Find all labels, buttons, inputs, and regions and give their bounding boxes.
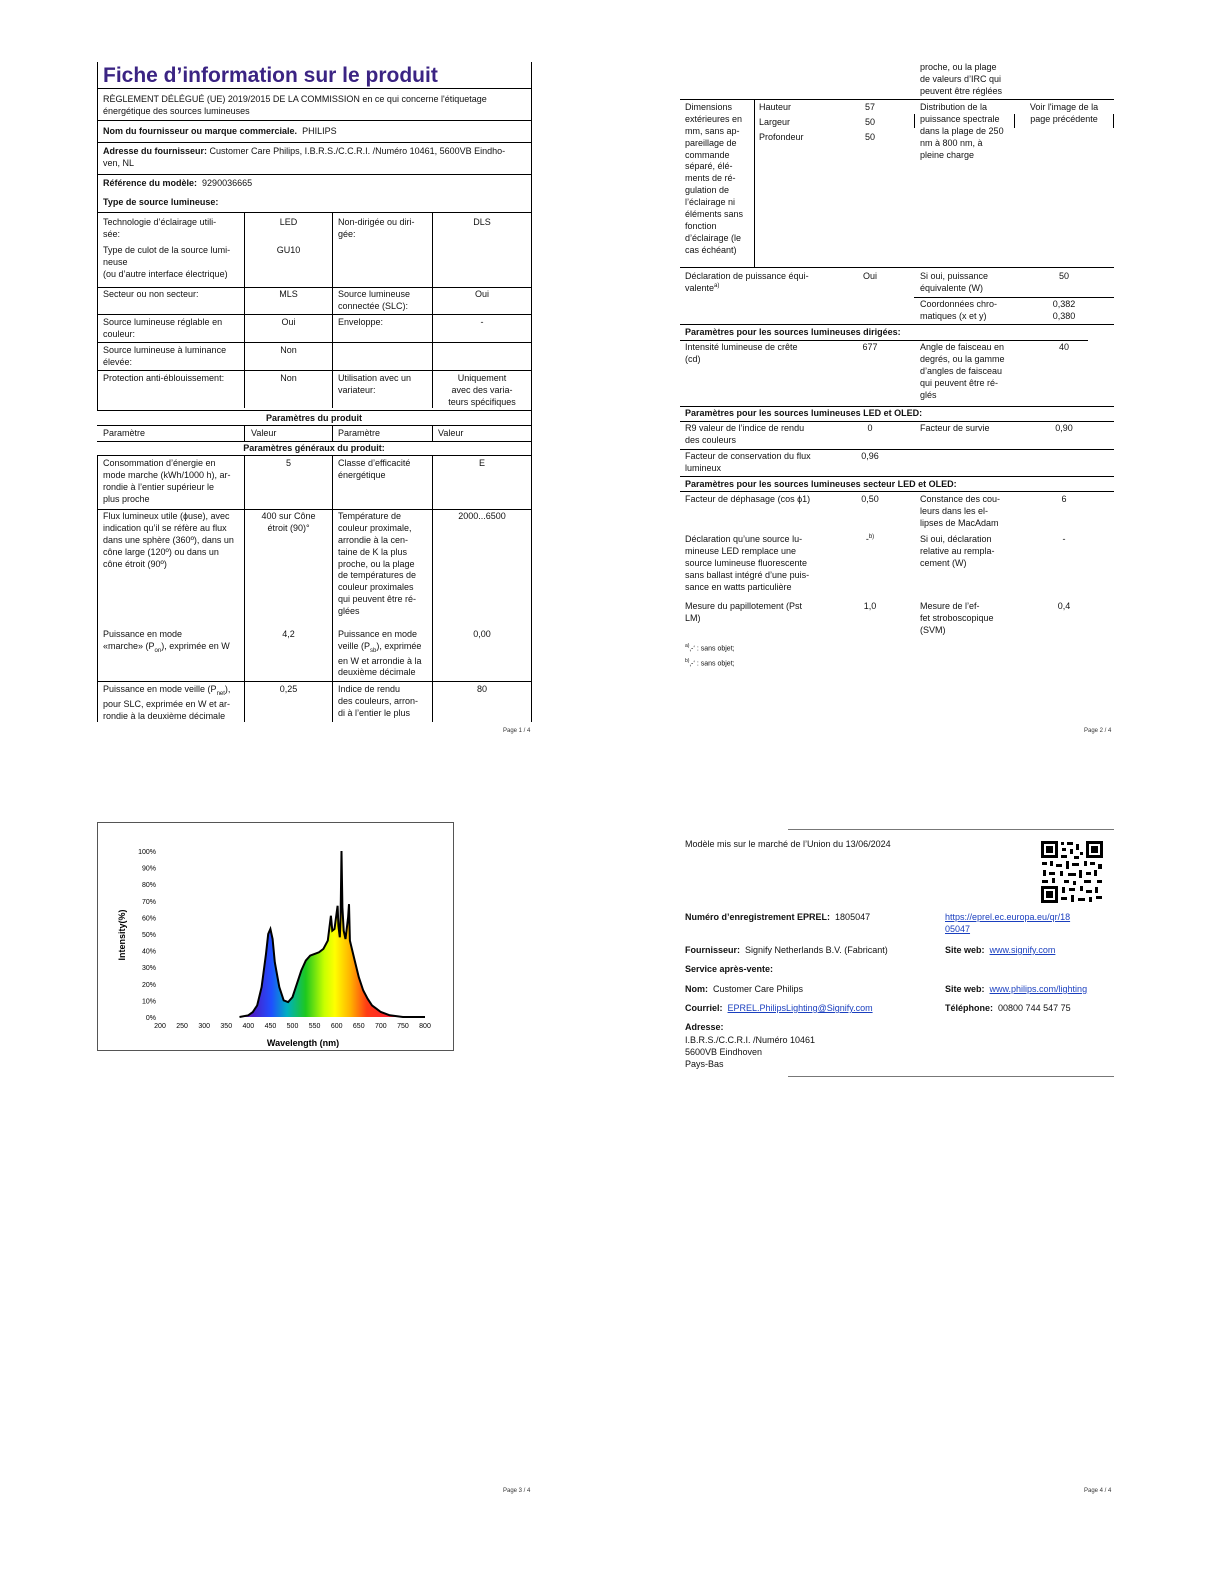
email-label: Courriel: xyxy=(685,1003,723,1013)
spectrum-chart-svg xyxy=(98,823,453,1050)
glare-label: Protection anti-éblouissement: xyxy=(103,373,225,383)
email-link[interactable]: EPREL.PhilipsLighting@Signify.com xyxy=(727,1003,873,1013)
led-heading: Paramètres pour les sources lumineuses LED et OLED: xyxy=(685,408,923,418)
eprel-value: 1805047 xyxy=(835,912,871,922)
website-label: Site web: xyxy=(945,945,985,955)
efficiency-class-label: Classe d’efficacité énergétique xyxy=(338,458,411,480)
footnote-b: $^{b)}$‚-‘ : sans objet; xyxy=(685,658,735,668)
y-tick-label: 100% xyxy=(138,849,156,856)
equiv-label: Déclaration de puissance équi- valente$^{a)}$ xyxy=(685,271,809,293)
efficiency-class-value: E xyxy=(478,458,485,468)
phone-value: 00800 744 547 75 xyxy=(998,1003,1071,1013)
flicker-label: Mesure du papillotement (Pst LM) xyxy=(685,601,803,623)
qr-code-icon[interactable] xyxy=(1040,840,1104,904)
beam-angle-value: 40 xyxy=(1058,342,1069,352)
directional-heading: Paramètres pour les sources lumineuses dirigées: xyxy=(685,327,901,337)
phone-row xyxy=(945,1003,1071,1015)
page-4-number: Page 4 / 4 xyxy=(1084,1488,1112,1494)
address-row xyxy=(103,146,523,170)
name-label: Nom: xyxy=(685,984,708,994)
regulation-text: RÈGLEMENT DÉLÉGUÉ (UE) 2019/2015 DE LA COMMISSION en ce qui concerne l'étiquetage énergétique des sources lumineuses xyxy=(103,94,487,116)
power-factor-value: 0,50 xyxy=(861,494,879,504)
width-label: Largeur xyxy=(759,117,791,127)
x-axis-label: Wavelength (nm) xyxy=(266,1038,340,1048)
y-axis-label: Intensity(%) xyxy=(117,909,127,961)
email-row xyxy=(685,1003,873,1015)
replace-power-label: Si oui, déclaration relative au rempla- cement (W) xyxy=(920,534,995,568)
stroboscopic-label: Mesure de l’ef- fet stroboscopique (SVM) xyxy=(920,601,994,635)
energy-value: 5 xyxy=(285,458,291,468)
high-luminance-value: Non xyxy=(280,345,297,355)
power-factor-label: Facteur de déphasage (cos ϕ1) xyxy=(685,494,811,504)
net-standby-value: 0,25 xyxy=(279,684,298,694)
eprel-link[interactable]: https://eprel.ec.europa.eu/qr/18 05047 xyxy=(945,912,1071,934)
product-params-heading: Paramètres du produit xyxy=(265,413,363,423)
macadam-value: 6 xyxy=(1061,494,1067,504)
r9-value: 0 xyxy=(867,423,873,433)
standby-value: 0,00 xyxy=(473,629,491,639)
name-row xyxy=(685,984,803,996)
x-tick-label: 350 xyxy=(220,1023,233,1030)
beam-angle-label: Angle de faisceau en degrés, ou la gamme d’angles de faisceau qui peuvent être ré- glés xyxy=(920,342,1005,400)
equiv-value: Oui xyxy=(862,271,877,281)
x-tick-label: 300 xyxy=(198,1023,211,1030)
page-number: Page 2 / 4 xyxy=(1084,728,1112,734)
tech-value: LED xyxy=(279,217,298,227)
dimensions-label: Dimensions extérieures en mm, sans ap- pareillage de commande séparé, élé- ments de ré- gulation de l’éclairage ni éléments sans fonction d’éclairage (le cas échéant) xyxy=(685,102,744,255)
y-tick-label: 50% xyxy=(141,932,156,939)
equiv-power-value: 50 xyxy=(1058,271,1069,281)
supplier-row xyxy=(685,945,888,957)
replace-label: Déclaration qu’une source lu- mineuse LED remplace une source lumineuse fluorescente sans ballast intégré d’une puis- sance en watts particulière xyxy=(685,534,810,592)
height-label: Hauteur xyxy=(759,102,792,112)
cct-value: 2000...6500 xyxy=(458,511,506,521)
page-number: Page 1 / 4 xyxy=(503,728,531,734)
standby-label: Puissance en mode veille $(P_{sb})$, exprimée en W et arrondie à la deuxième décimale xyxy=(338,629,422,678)
x-tick-label: 750 xyxy=(397,1023,409,1030)
peak-intensity-value: 677 xyxy=(862,342,878,352)
cap-value: GU10 xyxy=(276,245,301,255)
cri-label: Indice de rendu des couleurs, arron- di à l’entier le plus xyxy=(338,684,419,718)
dimmer-label: Utilisation avec un variateur: xyxy=(338,373,412,395)
x-tick-label: 250 xyxy=(176,1023,188,1030)
dimmer-value: Uniquement avec des varia- teurs spécifiques xyxy=(448,373,516,407)
phone-label: Téléphone: xyxy=(945,1003,994,1013)
col-param-2: Paramètre xyxy=(338,428,381,438)
x-tick-label: 600 xyxy=(330,1023,343,1030)
cri-continued: proche, ou la plage de valeurs d’IRC qui peuvent être réglées xyxy=(920,62,1003,96)
flux-value: 400 sur Cône étroit (90)° xyxy=(261,511,316,533)
y-tick-label: 90% xyxy=(141,865,156,873)
equiv-power-label: Si oui, puissance équivalente (W) xyxy=(920,271,989,293)
on-power-value: 4,2 xyxy=(282,629,295,639)
supplier-value: PHILIPS xyxy=(302,126,337,136)
model-label: Référence du modèle: xyxy=(103,178,198,188)
directional-label: Non-dirigée ou diri- gée: xyxy=(338,217,415,239)
envelope-label: Enveloppe: xyxy=(338,317,384,327)
maintenance-label: Facteur de conservation du flux lumineux xyxy=(685,451,811,473)
spectral-label: Distribution de la puissance spectrale dans la plage de 250 nm à 800 nm, à pleine charge xyxy=(920,102,1004,160)
y-tick-label: 40% xyxy=(141,948,156,956)
glare-value: Non xyxy=(280,373,297,383)
y-tick-label: 30% xyxy=(141,965,156,973)
r9-label: R9 valeur de l’indice de rendu des couleurs xyxy=(685,423,805,445)
connected-value: Oui xyxy=(474,289,489,299)
address-value: Customer Care Philips, I.B.R.S./C.C.R.I. /Numéro 10461, 5600VB Eindho- ven, NL xyxy=(103,146,506,168)
y-tick-label: 70% xyxy=(141,898,156,906)
envelope-value: - xyxy=(480,317,484,327)
supplier-label: Nom du fournisseur ou marque commerciale. xyxy=(103,126,298,136)
model-value: 9290036665 xyxy=(202,178,253,188)
x-tick-label: 450 xyxy=(264,1023,277,1030)
tech-label: Technologie d’éclairage utili- sée: xyxy=(103,217,217,239)
address-value: I.B.R.S./C.C.R.I. /Numéro 10461 5600VB Eindhoven Pays-Bas xyxy=(685,1035,816,1069)
x-tick-label: 500 xyxy=(286,1023,299,1030)
connected-label: Source lumineuse connectée (SLC): xyxy=(338,289,411,311)
x-tick-label: 800 xyxy=(419,1023,431,1030)
stroboscopic-value: 0,4 xyxy=(1057,601,1071,611)
website-2-link[interactable]: www.philips.com/lighting xyxy=(989,984,1088,994)
address-label: Adresse du fournisseur: xyxy=(103,146,208,156)
model-row xyxy=(103,178,252,190)
x-tick-label: 650 xyxy=(352,1023,365,1030)
col-value-2: Valeur xyxy=(438,428,464,438)
mains-label: Secteur ou non secteur: xyxy=(103,289,199,299)
website-2-label: Site web: xyxy=(945,984,985,994)
peak-intensity-label: Intensité lumineuse de crête (cd) xyxy=(685,342,798,364)
spectrum-chart xyxy=(97,822,454,1051)
page-title: Fiche d’information sur le produit xyxy=(103,64,438,87)
energy-label: Consommation d’énergie en mode marche (kWh/1000 h), ar- rondie à l’entier supérieur le plus proche xyxy=(103,458,231,504)
website-2-row xyxy=(945,984,1087,996)
supplier-row xyxy=(103,126,337,138)
directional-value: DLS xyxy=(473,217,491,227)
width-value: 50 xyxy=(864,117,875,127)
mains-led-heading: Paramètres pour les sources lumineuses secteur LED et OLED: xyxy=(685,479,957,489)
survival-value: 0,90 xyxy=(1055,423,1073,433)
cct-label: Température de couleur proximale, arrondie à la cen- taine de K la plus proche, ou la plage de températures de couleur proximales qui peuvent être ré- glées xyxy=(338,511,417,616)
x-tick-label: 550 xyxy=(308,1023,321,1030)
page-3-number: Page 3 / 4 xyxy=(503,1488,531,1494)
spectral-value: Voir l'image de la page précédente xyxy=(1029,102,1099,124)
general-params-heading: Paramètres généraux du produit: xyxy=(243,443,385,453)
website-row xyxy=(945,945,1055,957)
y-tick-label: 60% xyxy=(141,915,156,923)
y-tick-label: 80% xyxy=(141,882,156,890)
y-tick-label: 20% xyxy=(141,981,156,989)
macadam-label: Constance des cou- leurs dans les el- lipses de MacAdam xyxy=(920,494,1001,528)
website-link[interactable]: www.signify.com xyxy=(989,945,1056,955)
market-date: Modèle mis sur le marché de l’Union du 13/06/2024 xyxy=(685,839,891,849)
supplier-value: Signify Netherlands B.V. (Fabricant) xyxy=(745,945,888,955)
colour-tunable-label: Source lumineuse réglable en couleur: xyxy=(103,317,223,339)
chroma-value: 0,382 0,380 xyxy=(1052,299,1076,321)
x-tick-label: 200 xyxy=(154,1023,166,1030)
flicker-value: 1,0 xyxy=(863,601,877,611)
replace-power-value: - xyxy=(1062,534,1066,544)
flux-label: Flux lumineux utile (ɸuse), avec indication qu’il se réfère au flux dans une sphère (360º), dans un cône large (120º) ou dans un cône étroit (90º) xyxy=(103,511,234,569)
depth-label: Profondeur xyxy=(759,132,804,142)
col-value: Valeur xyxy=(251,428,277,438)
y-tick-label: 10% xyxy=(141,998,156,1006)
survival-label: Facteur de survie xyxy=(920,423,990,433)
cri-value: 80 xyxy=(476,684,487,694)
eprel-row xyxy=(685,912,870,924)
type-label: Type de source lumineuse: xyxy=(103,197,219,207)
footnote-a: $^{a)}$‚-‘ : sans objet; xyxy=(685,643,735,653)
on-power-label: Puissance en mode «marche» $(P_{on})$, exprimée en W xyxy=(103,629,230,654)
height-value: 57 xyxy=(864,102,875,112)
net-standby-label: Puissance en mode veille $(P_{net})$, pour SLC, exprimée en W et ar- rondie à la deuxième décimale xyxy=(103,684,231,721)
mains-value: MLS xyxy=(279,289,298,299)
curve-mask xyxy=(160,851,425,1017)
address-label: Adresse: xyxy=(685,1022,724,1032)
x-tick-label: 400 xyxy=(242,1023,255,1030)
colour-tunable-value: Oui xyxy=(281,317,296,327)
maintenance-value: 0,96 xyxy=(861,451,879,461)
name-value: Customer Care Philips xyxy=(713,984,804,994)
eprel-label: Numéro d’enregistrement EPREL: xyxy=(685,912,831,922)
chroma-label: Coordonnées chro- matiques (x et y) xyxy=(920,299,998,321)
high-luminance-label: Source lumineuse à luminance élevée: xyxy=(103,345,227,367)
depth-value: 50 xyxy=(864,132,875,142)
service-label: Service après-vente: xyxy=(685,964,774,974)
col-param: Paramètre xyxy=(103,428,146,438)
replace-value: -$^{b)}$ xyxy=(865,534,875,544)
cap-label: Type de culot de la source lumi- neuse (ou d’autre interface électrique) xyxy=(103,245,231,279)
y-tick-label: 0% xyxy=(145,1015,156,1022)
x-tick-label: 700 xyxy=(374,1023,387,1030)
supplier-label: Fournisseur: xyxy=(685,945,741,955)
